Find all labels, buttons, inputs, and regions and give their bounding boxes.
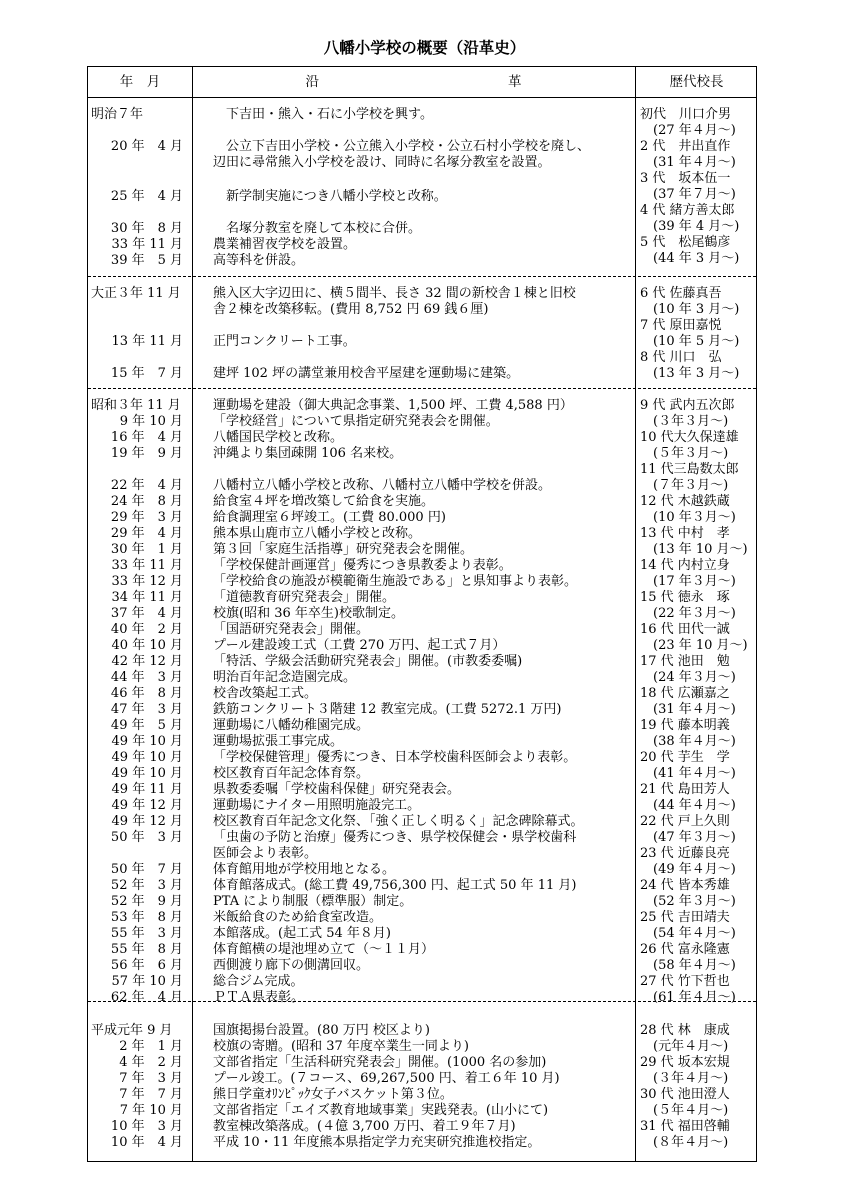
date-cell: 平成元年 9 月 — [91, 1023, 173, 1038]
date-cell: 16 年 4 月 — [110, 430, 183, 445]
date-cell: 50 年 7 月 — [110, 862, 183, 877]
history-cell: 農業補習夜学校を設置。 — [213, 237, 357, 252]
principal-cell: 27 代 竹下哲也 — [640, 974, 730, 989]
date-cell: 29 年 4 月 — [110, 526, 183, 541]
principal-cell: 14 代 内村立身 — [640, 558, 730, 573]
principal-cell: 23 代 近藤良亮 — [640, 846, 730, 861]
principal-cell: (５年３月～) — [640, 446, 729, 461]
history-cell: 県教委委嘱「学校歯科保健」研究発表会。 — [213, 782, 461, 797]
date-cell: 42 年 12 月 — [111, 654, 183, 669]
principal-cell: 25 代 吉田靖夫 — [640, 910, 730, 925]
column-divider — [635, 67, 636, 1161]
history-cell: プール竣工。(７コース、69,267,500 円、着工６年 10 月) — [213, 1071, 560, 1086]
date-cell: 7 年 10 月 — [119, 1103, 183, 1118]
history-cell: 舎２棟を改築移転。(費用 8,752 円 69 銭６厘) — [213, 302, 489, 317]
header-date: 年 月 — [119, 74, 161, 90]
history-cell: 八幡村立八幡小学校と改称、八幡村立八幡中学校を併設。 — [213, 478, 552, 493]
date-cell: 30 年 8 月 — [110, 221, 183, 236]
date-cell: 20 年 4 月 — [110, 139, 183, 154]
history-cell: 熊日学童ｵﾘﾝﾋﾟｯｸ女子バスケット第３位。 — [213, 1087, 453, 1102]
principal-cell: (58 年４月～) — [640, 958, 736, 973]
date-cell: 39 年 5 月 — [110, 253, 183, 268]
history-table — [87, 66, 757, 1162]
principal-cell: (22 年３月～) — [640, 606, 736, 621]
date-cell: 57 年 10 月 — [111, 974, 183, 989]
date-cell: 昭和３年 11 月 — [91, 398, 181, 413]
principal-cell: 3 代 坂本伍一 — [640, 171, 731, 186]
date-cell: 7 年 7 月 — [119, 1087, 183, 1102]
page-title: 八幡小学校の概要（沿革史） — [323, 39, 526, 57]
history-cell: 公立下吉田小学校・公立熊入小学校・公立石村小学校を廃し、 — [213, 139, 591, 154]
principal-cell: (61 年４月～) — [640, 990, 736, 1005]
history-cell: 校舎改築起工式。 — [213, 686, 318, 701]
principal-cell: 18 代 広瀬嘉之 — [640, 686, 730, 701]
date-cell: 13 年 11 月 — [111, 334, 183, 349]
history-cell: 八幡国民学校と改称。 — [213, 430, 344, 445]
date-cell: 46 年 8 月 — [110, 686, 183, 701]
principal-cell: 4 代 緒方善太郎 — [640, 203, 735, 218]
date-cell: 7 年 3 月 — [119, 1071, 183, 1086]
principal-cell: (24 年３月～) — [640, 670, 736, 685]
history-cell: 熊本県山鹿市立八幡小学校と改称。 — [213, 526, 422, 541]
history-cell: 運動場拡張工事完成。 — [213, 734, 344, 749]
principal-cell: 21 代 島田芳人 — [640, 782, 730, 797]
date-cell: 55 年 3 月 — [110, 926, 183, 941]
principal-cell: 2 代 井出直作 — [640, 139, 731, 154]
principal-cell: (47 年３月～) — [640, 830, 736, 845]
principal-cell: 13 代 中村 孝 — [640, 526, 730, 541]
history-cell: 建坪 102 坪の講堂兼用校舎平屋建を運動場に建築。 — [213, 366, 520, 381]
principal-cell: 29 代 坂本宏規 — [640, 1055, 730, 1070]
principal-cell: 9 代 武内五次郎 — [640, 398, 735, 413]
history-cell: 文部省指定「エイズ教育地域事業」実践発表。(山小にて) — [213, 1103, 549, 1118]
date-cell: 4 年 2 月 — [119, 1055, 183, 1070]
principal-cell: (38 年４月～) — [640, 734, 736, 749]
date-cell: 24 年 8 月 — [110, 494, 183, 509]
date-cell: 大正３年 11 月 — [91, 286, 181, 301]
principal-cell: (17 年３月～) — [640, 574, 736, 589]
date-cell: 15 年 7 月 — [110, 366, 183, 381]
principal-cell: (10 年３月～) — [640, 510, 736, 525]
history-cell: プール建設竣工式（工費 270 万円、起工式７月） — [213, 638, 506, 653]
history-cell: 西側渡り廊下の側溝回収。 — [213, 958, 370, 973]
date-cell: 2 年 1 月 — [119, 1039, 183, 1054]
principal-cell: 6 代 佐藤真吾 — [640, 286, 722, 301]
header-principals: 歴代校長 — [669, 74, 724, 90]
history-cell: 名塚分教室を廃して本校に合併。 — [213, 221, 422, 236]
principal-cell: (元年４月～) — [640, 1039, 729, 1054]
history-cell: 医師会より表彰。 — [213, 846, 318, 861]
history-cell: 教室棟改築落成。(４億 3,700 万円、着工９年７月) — [213, 1119, 516, 1134]
principal-cell: (31 年４月～) — [640, 155, 736, 170]
history-cell: 平成 10・11 年度熊本県指定学力充実研究推進校指定。 — [213, 1135, 541, 1150]
principal-cell: 12 代 木越鉄蔵 — [640, 494, 730, 509]
principal-cell: 5 代 松尾鶴彦 — [640, 235, 731, 250]
era-divider — [88, 276, 756, 277]
history-cell: 体育館用地が学校用地となる。 — [213, 862, 396, 877]
history-cell: 正門コンクリート工事。 — [213, 334, 356, 349]
principal-cell: (44 年４月～) — [640, 798, 736, 813]
column-divider — [192, 67, 193, 1161]
date-cell: 40 年 2 月 — [110, 622, 183, 637]
principal-cell: 11 代三島数太郎 — [640, 462, 739, 477]
date-cell: 9 年 10 月 — [119, 414, 183, 429]
date-cell: 33 年 12 月 — [111, 574, 183, 589]
history-cell: 総合ジム完成。 — [213, 974, 304, 989]
date-cell: 49 年 12 月 — [111, 814, 183, 829]
date-cell: 33 年 11 月 — [111, 558, 183, 573]
date-cell: 30 年 1 月 — [110, 542, 183, 557]
principal-cell: 24 代 皆本秀雄 — [640, 878, 730, 893]
history-cell: 「国語研究発表会」開催。 — [213, 622, 370, 637]
date-cell: 53 年 8 月 — [110, 910, 183, 925]
date-cell: 49 年 10 月 — [111, 734, 183, 749]
principal-cell: (５年４月～) — [640, 1103, 729, 1118]
history-cell: PTA により制服（標準服）制定。 — [213, 894, 413, 909]
history-cell: 「学校保健計画運営」優秀につき県教委より表彰。 — [213, 558, 512, 573]
principal-cell: (49 年４月～) — [640, 862, 736, 877]
history-cell: 「学校経営」について県指定研究発表会を開催。 — [213, 414, 499, 429]
history-cell: 校旗の寄贈。(昭和 37 年度卒業生一同より) — [213, 1039, 469, 1054]
date-cell: 44 年 3 月 — [110, 670, 183, 685]
date-cell: 55 年 8 月 — [110, 942, 183, 957]
principal-cell: (27 年４月～) — [640, 123, 736, 138]
principal-cell: (13 年 3 月～) — [640, 366, 740, 381]
history-cell: 運動場を建設（御大典記念事業、1,500 坪、工費 4,588 円） — [213, 398, 573, 413]
date-cell: 62 年 4 月 — [110, 990, 183, 1005]
principal-cell: (７年３月～) — [640, 478, 729, 493]
history-cell: 体育館落成式。(総工費 49,756,300 円、起工式 50 年 11 月) — [213, 878, 577, 893]
history-cell: 運動場に八幡幼稚園完成。 — [213, 718, 370, 733]
principal-cell: 22 代 戸上久則 — [640, 814, 730, 829]
history-cell: 沖縄より集団疎開 106 名来校。 — [213, 446, 403, 461]
principal-cell: (３年３月～) — [640, 414, 729, 429]
history-cell: 「特活、学級会活動研究発表会」開催。(市教委委嘱) — [213, 654, 523, 669]
principal-cell: (54 年４月～) — [640, 926, 736, 941]
date-cell: 33 年 11 月 — [111, 237, 183, 252]
history-cell: 校区教育百年記念体育祭。 — [213, 766, 370, 781]
history-cell: 新学制実施につき八幡小学校と改称。 — [213, 189, 447, 204]
date-cell: 29 年 3 月 — [110, 510, 183, 525]
principal-cell: (39 年 4 月～) — [640, 219, 740, 234]
date-cell: 40 年 10 月 — [111, 638, 183, 653]
principal-cell: 初代 川口介男 — [640, 107, 732, 122]
date-cell: 50 年 3 月 — [110, 830, 183, 845]
principal-cell: 31 代 福田啓輔 — [640, 1119, 730, 1134]
history-cell: 米飯給食のため給食室改造。 — [213, 910, 383, 925]
header-history: 沿 革 — [305, 74, 522, 90]
history-cell: 「学校給食の施設が模範衛生施設である」と県知事より表彰。 — [213, 574, 578, 589]
principal-cell: (10 年 5 月～) — [640, 334, 740, 349]
principal-cell: (44 年 3 月～) — [640, 251, 740, 266]
principal-cell: 30 代 池田澄人 — [640, 1087, 730, 1102]
date-cell: 明治７年 — [91, 107, 144, 122]
history-cell: 給食調理室６坪竣工。(工費 80.000 円) — [213, 510, 446, 525]
history-cell: 「虫歯の予防と治療」優秀につき、県学校保健会・県学校歯科 — [213, 830, 577, 845]
date-cell: 56 年 6 月 — [110, 958, 183, 973]
date-cell: 49 年 10 月 — [111, 766, 183, 781]
date-cell: 25 年 4 月 — [110, 189, 183, 204]
principal-cell: 19 代 藤本明義 — [640, 718, 730, 733]
history-cell: 校区教育百年記念文化祭、「強く正しく明るく」記念碑除幕式。 — [213, 814, 584, 829]
history-cell: 鉄筋コンクリート３階建 12 教室完成。(工費 5272.1 万円) — [213, 702, 562, 717]
history-cell: 運動場にナイター用照明施設完工。 — [213, 798, 421, 813]
date-cell: 49 年 12 月 — [111, 798, 183, 813]
era-divider — [88, 388, 756, 389]
header-divider — [88, 97, 756, 98]
principal-cell: (31 年４月～) — [640, 702, 736, 717]
history-cell: 第３回「家庭生活指導」研究発表会を開催。 — [213, 542, 474, 557]
principal-cell: (13 年 10 月～) — [640, 542, 748, 557]
date-cell: 19 年 9 月 — [110, 446, 183, 461]
principal-cell: 8 代 川口 弘 — [640, 350, 722, 365]
date-cell: 37 年 4 月 — [110, 606, 183, 621]
history-cell: 明治百年記念造園完成。 — [213, 670, 357, 685]
history-cell: ＰＴＡ県表彰。 — [213, 990, 305, 1005]
history-cell: 給食室４坪を増改築して給食を実施。 — [213, 494, 435, 509]
history-cell: 文部省指定「生活科研究発表会」開催。(1000 名の参加) — [213, 1055, 547, 1070]
date-cell: 22 年 4 月 — [110, 478, 183, 493]
principal-cell: (３年４月～) — [640, 1071, 729, 1086]
history-cell: 辺田に尋常熊入小学校を設け、同時に名塚分教室を設置。 — [213, 155, 551, 170]
principal-cell: 28 代 林 康成 — [640, 1023, 730, 1038]
principal-cell: 16 代 田代一誠 — [640, 622, 730, 637]
history-cell: 高等科を併設。 — [213, 253, 305, 268]
date-cell: 10 年 3 月 — [110, 1119, 183, 1134]
principal-cell: (23 年 10 月～) — [640, 638, 748, 653]
date-cell: 49 年 5 月 — [110, 718, 183, 733]
principal-cell: 7 代 原田嘉悦 — [640, 318, 722, 333]
history-cell: 熊入区大字辺田に、横５間半、長さ 32 間の新校舎１棟と旧校 — [213, 286, 576, 301]
principal-cell: 17 代 池田 勉 — [640, 654, 730, 669]
principal-cell: 10 代大久保達雄 — [640, 430, 739, 445]
date-cell: 49 年 11 月 — [111, 782, 183, 797]
principal-cell: (８年４月～) — [640, 1135, 729, 1150]
history-cell: 校旗(昭和 36 年卒生)校歌制定。 — [213, 606, 404, 621]
date-cell: 49 年 10 月 — [111, 750, 183, 765]
principal-cell: 26 代 富永隆憲 — [640, 942, 730, 957]
date-cell: 52 年 3 月 — [110, 878, 183, 893]
principal-cell: 20 代 芋生 学 — [640, 750, 730, 765]
history-cell: 下吉田・熊入・石に小学校を興す。 — [213, 107, 433, 122]
history-cell: 体育館横の堤池埋め立て（～１１月） — [213, 942, 435, 957]
principal-cell: (10 年 3 月～) — [640, 302, 740, 317]
history-cell: 「学校保健管理」優秀につき、日本学校歯科医師会より表彰。 — [213, 750, 577, 765]
principal-cell: 15 代 徳永 琢 — [640, 590, 730, 605]
date-cell: 34 年 11 月 — [111, 590, 183, 605]
history-cell: 本館落成。(起工式 54 年８月) — [213, 926, 391, 941]
principal-cell: (37 年７月～) — [640, 187, 736, 202]
date-cell: 10 年 4 月 — [110, 1135, 183, 1150]
history-cell: 「道徳教育研究発表会」開催。 — [213, 590, 396, 605]
date-cell: 52 年 9 月 — [110, 894, 183, 909]
principal-cell: (52 年３月～) — [640, 894, 736, 909]
date-cell: 47 年 3 月 — [110, 702, 183, 717]
history-cell: 国旗掲揚台設置。(80 万円 校区より) — [213, 1023, 430, 1038]
principal-cell: (41 年４月～) — [640, 766, 736, 781]
